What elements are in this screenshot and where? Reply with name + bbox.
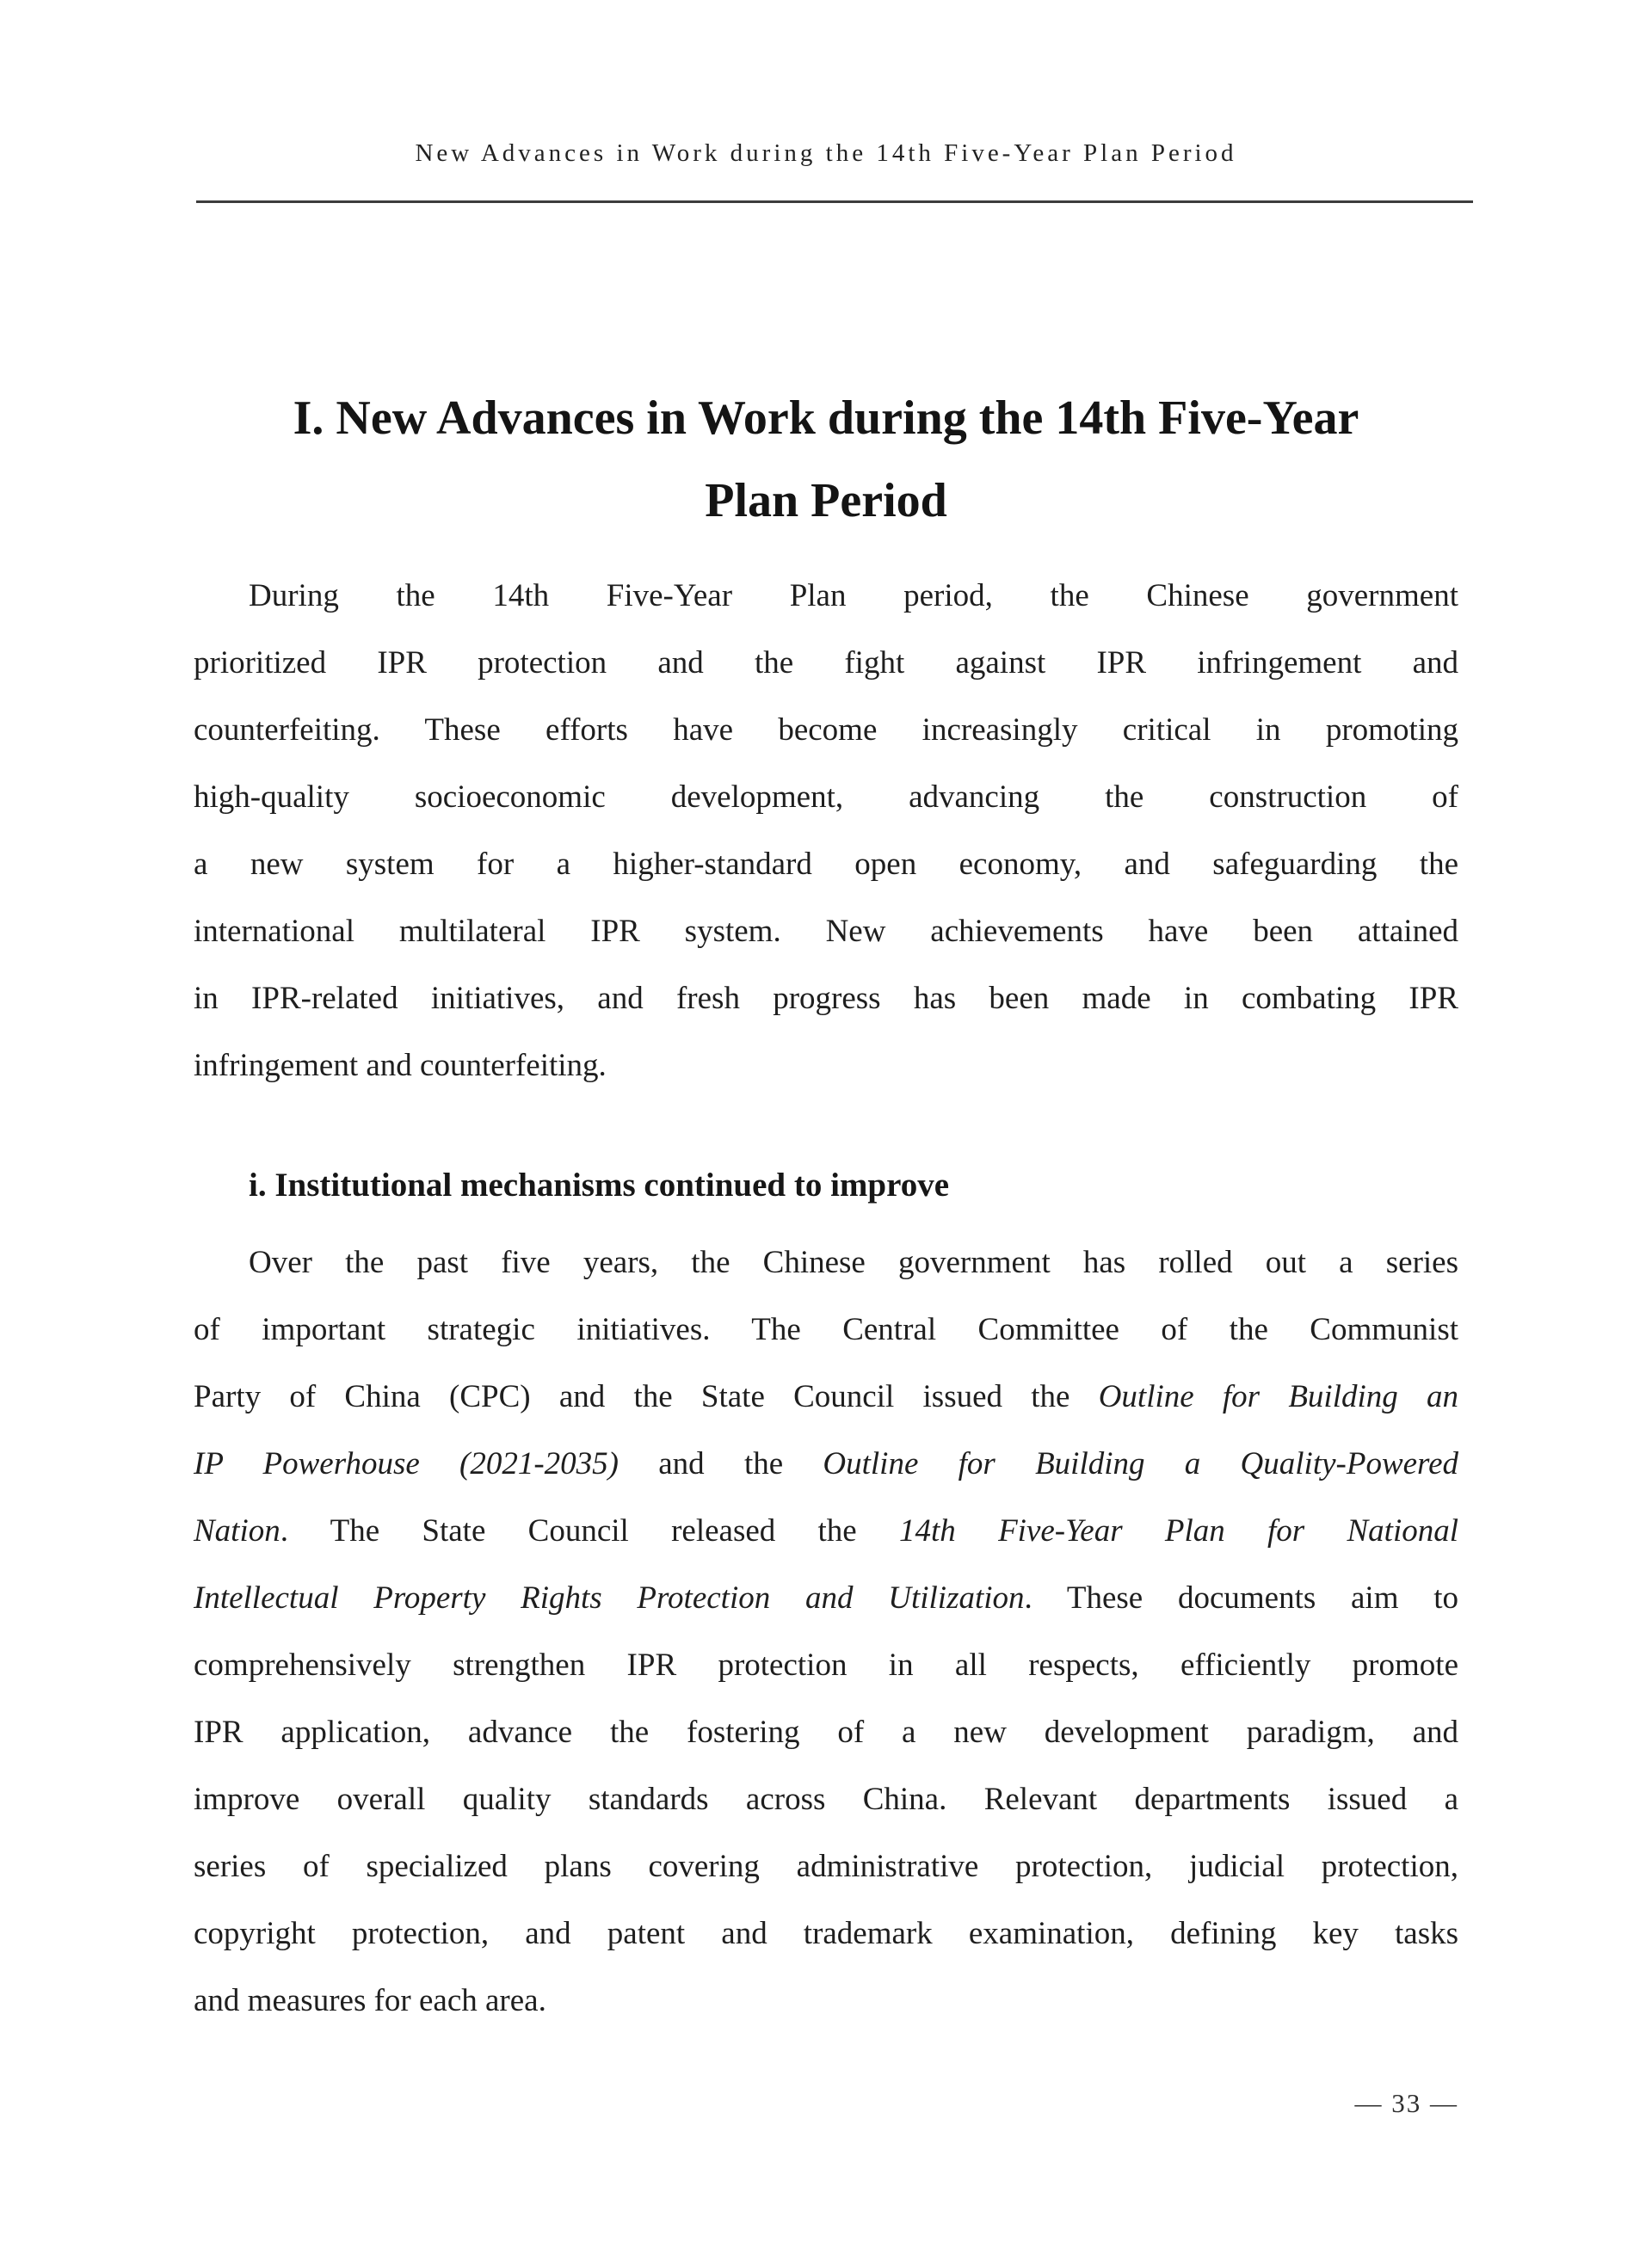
- intro-paragraph: [194, 563, 1458, 1099]
- paragraph-text: . These documents aim to: [1024, 1580, 1458, 1616]
- paragraph-line: [194, 1900, 1458, 1968]
- paragraph-line: [194, 764, 1458, 831]
- paragraph-line: [194, 898, 1458, 965]
- body-paragraph: [194, 1229, 1458, 2035]
- paragraph-text: Over the past five years, the Chinese government has rolled out a series: [249, 1245, 1458, 1280]
- paragraph-line: [194, 1699, 1458, 1766]
- paragraph-text: series of specialized plans covering administrative protection, judicial protection,: [194, 1849, 1458, 1884]
- paragraph-line: [194, 1498, 1458, 1565]
- paragraph-text: international multilateral IPR system. New achievements have been attained: [194, 914, 1458, 949]
- paragraph-text: and the: [619, 1446, 823, 1481]
- paragraph-text: Party of China (CPC) and the State Council issued the: [194, 1379, 1099, 1414]
- paragraph-line: [194, 630, 1458, 697]
- paragraph-line: [194, 1833, 1458, 1900]
- paragraph-text: IPR application, advance the fostering of a new development paradigm, and: [194, 1715, 1458, 1750]
- paragraph-line: [194, 1632, 1458, 1699]
- paragraph-line: [194, 1565, 1458, 1632]
- paragraph-text: high-quality socioeconomic development, advancing the construction of: [194, 779, 1458, 815]
- paragraph-text: of important strategic initiatives. The Central Committee of the Communist: [194, 1312, 1458, 1347]
- paragraph-line: [194, 1297, 1458, 1364]
- paragraph-text: and measures for each area.: [194, 1983, 546, 2018]
- paragraph-text: counterfeiting. These efforts have become increasingly critical in promoting: [194, 712, 1458, 748]
- paragraph-line: [194, 831, 1458, 898]
- paragraph-line: [194, 697, 1458, 764]
- paragraph-line: [194, 1229, 1458, 1297]
- paragraph-line: [194, 1766, 1458, 1833]
- page-number: — 33 —: [1354, 2088, 1458, 2118]
- title-line-1: I. New Advances in Work during the 14th Five-Year: [293, 391, 1359, 445]
- paragraph-text: . The State Council released the: [280, 1513, 900, 1549]
- italic-document-title-text: Outline for Building an: [1098, 1379, 1458, 1414]
- document-title: [194, 377, 1458, 542]
- header-rule: [196, 200, 1473, 203]
- paragraph-text: copyright protection, and patent and trademark examination, defining key tasks: [194, 1916, 1458, 1951]
- italic-document-title-text: Nation: [194, 1513, 280, 1549]
- paragraph-text: infringement and counterfeiting.: [194, 1048, 607, 1083]
- paragraph-text: improve overall quality standards across China. Relevant departments issued a: [194, 1782, 1458, 1817]
- section-subheading: i. Institutional mechanisms continued to improve: [249, 1167, 950, 1204]
- paragraph-line: [194, 1032, 1458, 1099]
- running-header: New Advances in Work during the 14th Five-Year Plan Period: [415, 139, 1237, 167]
- italic-document-title-text: Outline for Building a Quality-Powered: [823, 1446, 1458, 1481]
- paragraph-text: During the 14th Five-Year Plan period, the Chinese government: [249, 578, 1458, 613]
- paragraph-line: [194, 965, 1458, 1032]
- title-line-2: Plan Period: [705, 473, 947, 527]
- paragraph-text: in IPR-related initiatives, and fresh progress has been made in combating IPR: [194, 981, 1458, 1016]
- italic-document-title-text: Intellectual Property Rights Protection and Utilization: [194, 1580, 1025, 1616]
- paragraph-line: [194, 563, 1458, 630]
- paragraph-text: comprehensively strengthen IPR protection in all respects, efficiently promote: [194, 1648, 1458, 1683]
- paragraph-text: a new system for a higher-standard open economy, and safeguarding the: [194, 847, 1458, 882]
- italic-document-title-text: IP Powerhouse (2021-2035): [194, 1446, 619, 1481]
- paragraph-line: [194, 1431, 1458, 1498]
- italic-document-title-text: 14th Five-Year Plan for National: [899, 1513, 1458, 1549]
- paragraph-line: [194, 1968, 1458, 2035]
- paragraph-line: [194, 1364, 1458, 1431]
- paragraph-text: prioritized IPR protection and the fight against IPR infringement and: [194, 645, 1458, 681]
